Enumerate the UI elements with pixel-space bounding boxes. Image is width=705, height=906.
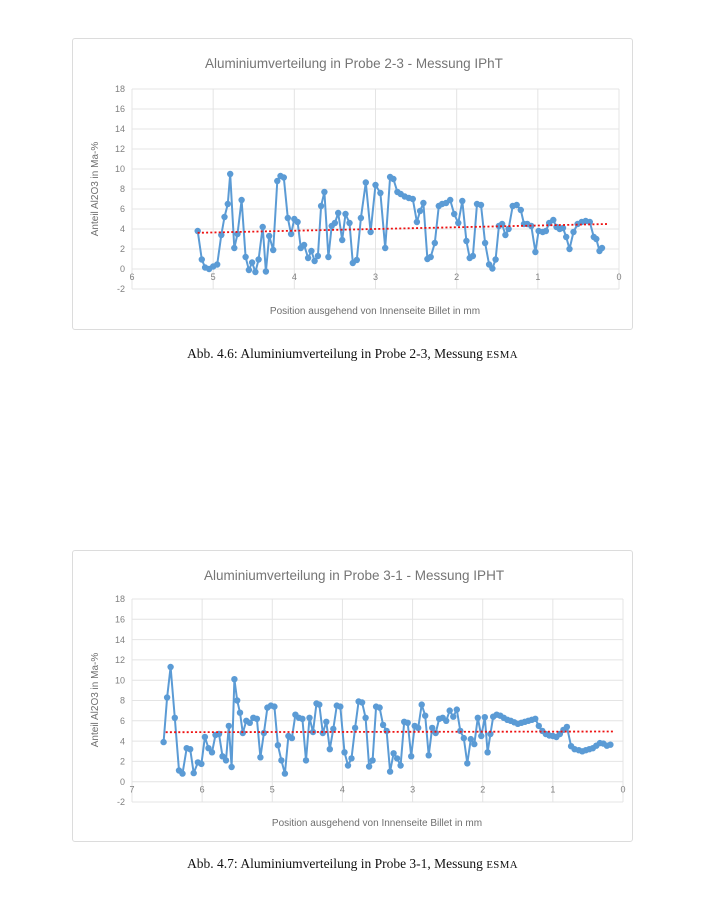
data-point — [254, 716, 260, 722]
data-point — [278, 757, 284, 763]
chart-svg-3-1 — [73, 551, 632, 841]
data-point — [420, 200, 426, 206]
chart-svg-2-3 — [73, 39, 632, 329]
data-point — [160, 739, 166, 745]
plot-area — [115, 84, 622, 294]
data-point — [289, 735, 295, 741]
figure-caption-4-6 — [0, 346, 705, 362]
data-point — [382, 245, 388, 251]
data-point — [461, 735, 467, 741]
data-point — [266, 233, 272, 239]
y-tick-label: -2 — [116, 797, 125, 808]
figure-caption-4-7 — [0, 856, 705, 872]
data-point — [397, 762, 403, 768]
data-point — [352, 725, 358, 731]
caption-smallcaps: ESMA — [486, 349, 518, 361]
x-tick-label: 4 — [291, 272, 297, 282]
data-point — [415, 725, 421, 731]
data-point — [321, 189, 327, 195]
data-point — [246, 267, 252, 273]
x-tick-label: 2 — [480, 784, 486, 795]
data-point — [306, 715, 312, 721]
data-point — [518, 207, 524, 213]
data-point — [305, 255, 311, 261]
data-point — [221, 214, 227, 220]
data-point — [414, 219, 420, 225]
data-point — [198, 761, 204, 767]
data-point — [209, 749, 215, 755]
data-point — [337, 703, 343, 709]
data-point — [405, 720, 411, 726]
data-point — [285, 215, 291, 221]
data-point — [348, 755, 354, 761]
data-point — [593, 236, 599, 242]
data-point — [417, 208, 423, 214]
data-point — [341, 749, 347, 755]
data-point — [390, 176, 396, 182]
data-point — [301, 242, 307, 248]
data-point — [359, 699, 365, 705]
data-point — [179, 770, 185, 776]
data-point — [231, 676, 237, 682]
data-point — [566, 246, 572, 252]
caption-label: Abb. 4.6: — [187, 346, 238, 361]
y-tick-label: 12 — [114, 655, 125, 666]
data-point — [327, 746, 333, 752]
y-tick-label: -2 — [116, 284, 125, 295]
x-tick-label: 6 — [199, 784, 205, 795]
y-tick-label: 2 — [119, 244, 125, 255]
data-series-line — [164, 667, 611, 774]
data-point — [394, 755, 400, 761]
caption-text: Aluminiumverteilung in Probe 3-1, Messung — [240, 856, 483, 871]
data-point — [332, 220, 338, 226]
data-point — [447, 707, 453, 713]
data-point — [387, 768, 393, 774]
data-point — [377, 190, 383, 196]
data-point — [263, 268, 269, 274]
data-point — [471, 741, 477, 747]
data-point — [354, 257, 360, 263]
data-point — [408, 753, 414, 759]
data-point — [492, 256, 498, 262]
data-point — [335, 210, 341, 216]
x-tick-label: 2 — [454, 272, 460, 282]
data-point — [228, 764, 234, 770]
data-point — [223, 757, 229, 763]
y-tick-label: 6 — [119, 204, 125, 215]
y-tick-label: 0 — [119, 264, 125, 275]
data-point — [226, 723, 232, 729]
data-point — [323, 719, 329, 725]
data-point — [376, 704, 382, 710]
y-tick-label: 8 — [119, 695, 125, 706]
data-point — [599, 245, 605, 251]
x-tick-label: 6 — [129, 272, 135, 282]
data-point — [202, 734, 208, 740]
data-point — [455, 220, 461, 226]
plot-area — [115, 594, 626, 807]
data-point — [303, 757, 309, 763]
y-tick-label: 4 — [119, 224, 125, 235]
data-point — [369, 757, 375, 763]
data-point — [318, 203, 324, 209]
data-point — [294, 219, 300, 225]
data-point — [550, 217, 556, 223]
data-point — [234, 697, 240, 703]
data-point — [433, 730, 439, 736]
data-point — [346, 220, 352, 226]
data-point — [240, 730, 246, 736]
chart-title: Aluminiumverteilung in Probe 3-1 - Messung IPHT — [203, 568, 505, 583]
data-point — [342, 211, 348, 217]
data-point — [454, 706, 460, 712]
data-point — [325, 254, 331, 260]
y-axis-title: Anteil Al2O3 in Ma-% — [90, 141, 101, 237]
data-point — [320, 730, 326, 736]
data-point — [464, 760, 470, 766]
data-point — [463, 238, 469, 244]
data-point — [225, 201, 231, 207]
x-tick-label: 1 — [550, 784, 556, 795]
data-point — [426, 752, 432, 758]
data-point — [484, 749, 490, 755]
data-point — [410, 196, 416, 202]
data-point — [195, 228, 201, 234]
y-tick-label: 14 — [114, 634, 125, 645]
data-point — [475, 715, 481, 721]
data-point — [275, 742, 281, 748]
data-point — [282, 770, 288, 776]
data-point — [172, 715, 178, 721]
caption-label: Abb. 4.7: — [187, 856, 238, 871]
data-point — [450, 714, 456, 720]
data-point — [383, 728, 389, 734]
y-axis-title: Anteil Al2O3 in Ma-% — [90, 652, 101, 748]
data-point — [187, 746, 193, 752]
data-point — [255, 256, 261, 262]
x-tick-label: 5 — [269, 784, 275, 795]
data-point — [281, 174, 287, 180]
data-point — [339, 237, 345, 243]
data-point — [489, 265, 495, 271]
y-tick-label: 12 — [114, 144, 125, 155]
data-point — [443, 718, 449, 724]
y-tick-label: 2 — [119, 756, 125, 767]
data-point — [447, 197, 453, 203]
data-point — [419, 701, 425, 707]
y-tick-label: 4 — [119, 736, 125, 747]
data-point — [543, 228, 549, 234]
y-tick-label: 10 — [114, 675, 125, 686]
data-point — [372, 182, 378, 188]
data-point — [261, 730, 267, 736]
caption-smallcaps: ESMA — [486, 859, 518, 871]
data-point — [260, 224, 266, 230]
data-point — [227, 171, 233, 177]
data-point — [563, 234, 569, 240]
data-point — [252, 269, 258, 275]
x-axis-title: Position ausgehend von Innenseite Billet in mm — [269, 306, 481, 317]
data-point — [451, 211, 457, 217]
y-tick-label: 18 — [114, 594, 125, 605]
data-point — [199, 256, 205, 262]
data-point — [231, 245, 237, 251]
data-point — [607, 742, 613, 748]
y-tick-label: 8 — [119, 184, 125, 195]
data-point — [308, 248, 314, 254]
data-point — [249, 259, 255, 265]
data-point — [564, 724, 570, 730]
x-tick-label: 0 — [620, 784, 626, 795]
data-point — [570, 229, 576, 235]
y-tick-label: 10 — [114, 164, 125, 175]
x-tick-label: 3 — [372, 272, 379, 282]
data-point — [358, 215, 364, 221]
figure-chart-panel-2-3 — [72, 38, 633, 330]
caption-text: Aluminiumverteilung in Probe 2-3, Messung — [240, 346, 483, 361]
data-point — [532, 716, 538, 722]
x-tick-label: 4 — [339, 784, 345, 795]
data-point — [242, 254, 248, 260]
data-point — [380, 722, 386, 728]
y-tick-label: 14 — [114, 124, 125, 135]
data-point — [362, 715, 368, 721]
x-tick-label: 7 — [129, 784, 135, 795]
data-point — [470, 253, 476, 259]
data-point — [288, 231, 294, 237]
data-point — [428, 254, 434, 260]
data-point — [532, 249, 538, 255]
data-point — [315, 253, 321, 259]
data-point — [478, 733, 484, 739]
data-point — [271, 703, 277, 709]
y-tick-label: 16 — [114, 104, 125, 115]
data-point — [482, 714, 488, 720]
data-point — [237, 710, 243, 716]
y-tick-label: 16 — [114, 614, 125, 625]
data-point — [478, 202, 484, 208]
x-tick-label: 0 — [616, 272, 622, 282]
data-point — [299, 716, 305, 722]
x-axis-title: Position ausgehend von Innenseite Billet in mm — [271, 818, 483, 829]
data-point — [164, 694, 170, 700]
data-point — [257, 754, 263, 760]
x-tick-label: 3 — [410, 784, 416, 795]
data-point — [482, 240, 488, 246]
data-point — [191, 770, 197, 776]
data-point — [459, 198, 465, 204]
data-point — [167, 664, 173, 670]
data-point — [345, 762, 351, 768]
data-point — [363, 179, 369, 185]
data-point — [502, 232, 508, 238]
data-point — [422, 713, 428, 719]
x-tick-label: 1 — [535, 272, 541, 282]
data-point — [238, 197, 244, 203]
x-tick-label: 5 — [210, 272, 216, 282]
y-tick-label: 0 — [119, 776, 125, 787]
data-point — [366, 763, 372, 769]
data-point — [270, 247, 276, 253]
y-tick-label: 18 — [114, 84, 125, 95]
data-point — [432, 240, 438, 246]
figure-chart-panel-3-1 — [72, 550, 633, 842]
data-point — [514, 202, 520, 208]
data-point — [214, 261, 220, 267]
chart-title: Aluminiumverteilung in Probe 2-3 - Messung IPhT — [205, 56, 503, 71]
y-tick-label: 6 — [119, 716, 125, 726]
data-point — [316, 701, 322, 707]
